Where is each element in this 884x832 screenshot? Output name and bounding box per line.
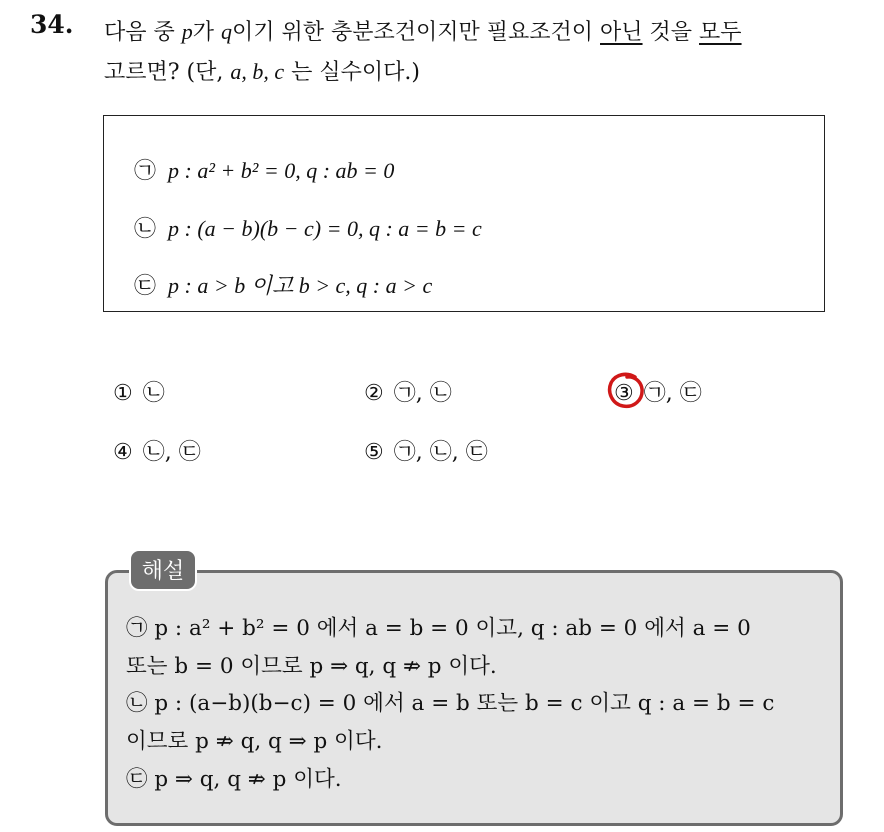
solution-line-3: ㉡ p : (a−b)(b−c) = 0 에서 a = b 또는 b = c 이고 q : a = b = c bbox=[126, 691, 775, 716]
choice-1[interactable]: ① ㉡ bbox=[113, 381, 165, 406]
choice-4[interactable]: ④ ㉡, ㉢ bbox=[113, 440, 201, 465]
condition-3: ㉢ p : a > b 이고 b > c, q : a > c bbox=[134, 273, 433, 299]
choice-3[interactable]: ③ ㉠, ㉢ bbox=[614, 381, 702, 406]
question-number: 34. bbox=[30, 10, 74, 39]
condition-1: ㉠ p : a² + b² = 0, q : ab = 0 bbox=[134, 158, 395, 184]
solution-tag: 해설 bbox=[129, 549, 197, 591]
conditions-box bbox=[103, 115, 825, 312]
solution-line-4: 이므로 p ⇏ q, q ⇒ p 이다. bbox=[126, 729, 383, 754]
question-line-2: 고르면? (단, a, b, c 는 실수이다.) bbox=[104, 59, 420, 85]
choice-2[interactable]: ② ㉠, ㉡ bbox=[364, 381, 452, 406]
underline-not: 아닌 bbox=[600, 20, 643, 45]
question-text bbox=[104, 12, 864, 92]
solution-line-2: 또는 b = 0 이므로 p ⇒ q, q ⇏ p 이다. bbox=[126, 654, 497, 679]
solution-line-5: ㉢ p ⇒ q, q ⇏ p 이다. bbox=[126, 767, 342, 792]
answer-mark-icon bbox=[605, 369, 647, 411]
solution-box bbox=[105, 570, 843, 826]
choice-5[interactable]: ⑤ ㉠, ㉡, ㉢ bbox=[364, 440, 488, 465]
condition-2: ㉡ p : (a − b)(b − c) = 0, q : a = b = c bbox=[134, 216, 482, 242]
question-line-1: 다음 중 p가 q이기 위한 충분조건이지만 필요조건이 아닌 것을 모두 bbox=[104, 19, 742, 45]
underline-all: 모두 bbox=[699, 20, 742, 45]
solution-line-1: ㉠ p : a² + b² = 0 에서 a = b = 0 이고, q : ab = 0 에서 a = 0 bbox=[126, 616, 751, 641]
